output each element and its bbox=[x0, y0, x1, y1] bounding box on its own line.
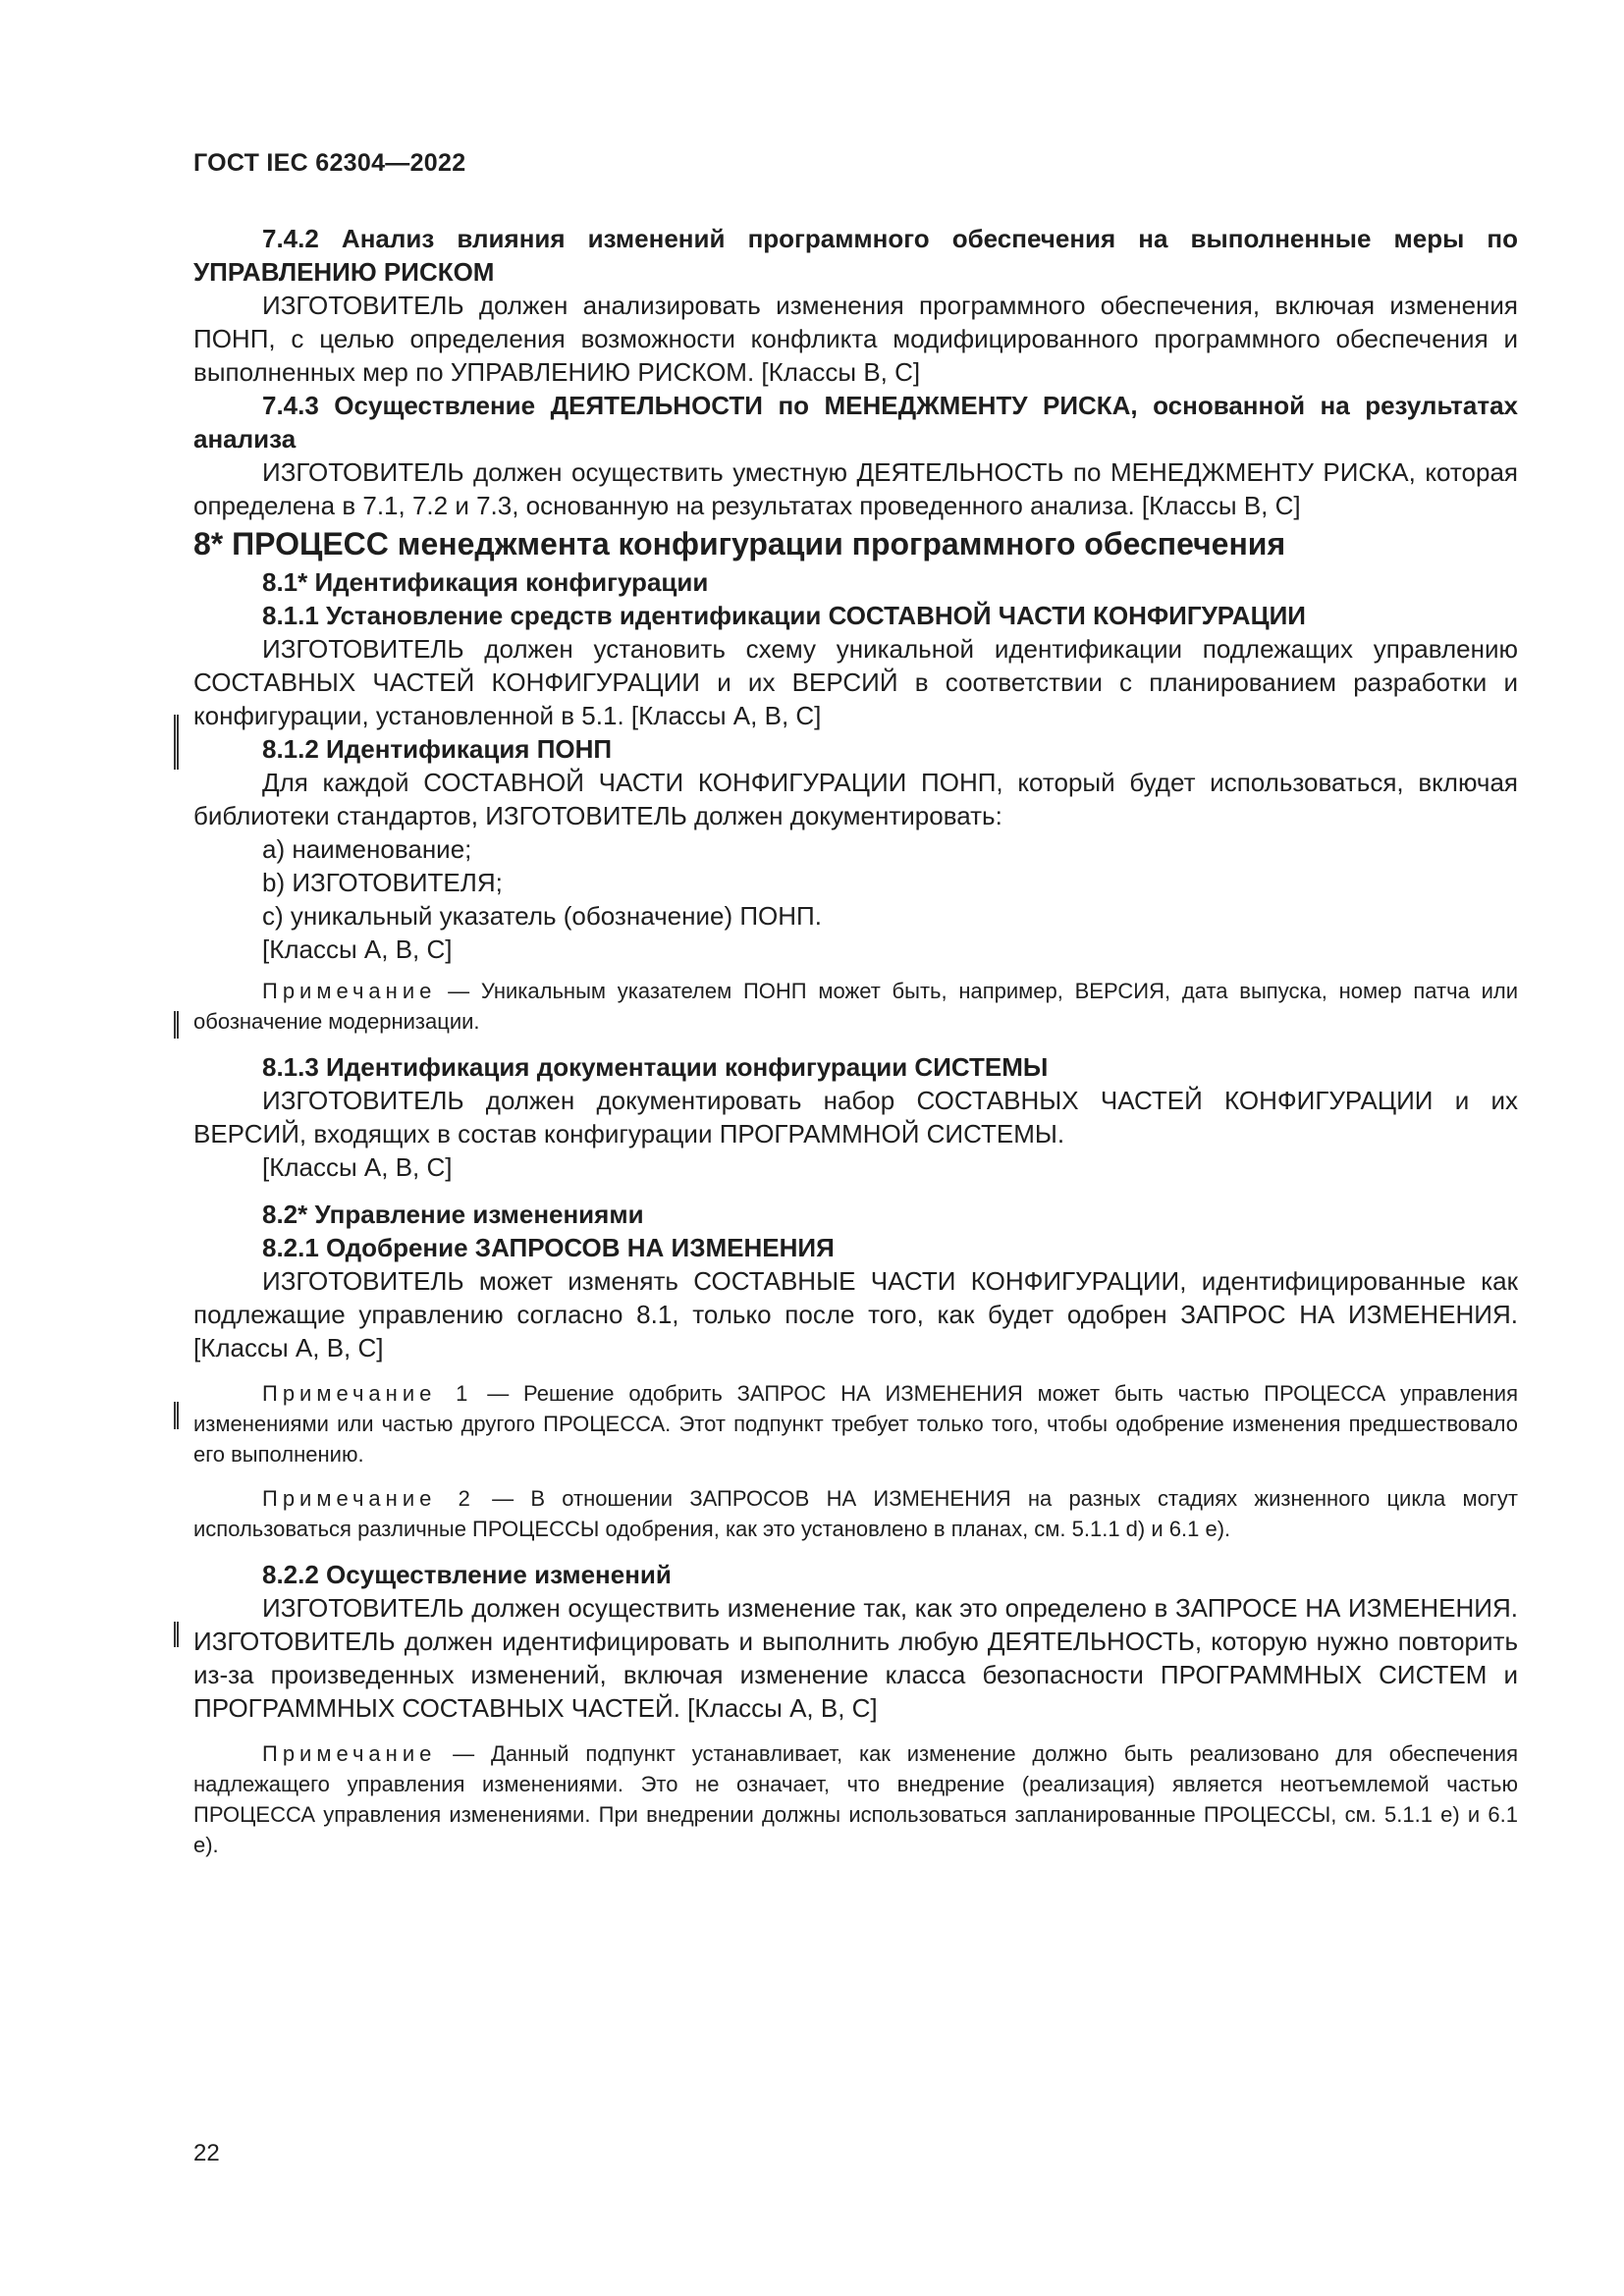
note-8-2-1-2 bbox=[193, 1483, 1518, 1544]
section-8-2-1-text: ИЗГОТОВИТЕЛЬ может изменять СОСТАВНЫЕ ЧАСТИ КОНФИГУРАЦИИ, идентифицированные как подлежащие управлению согласно 8.1, только после того, как будет одобрен ЗАПРОС НА ИЗМЕНЕНИЯ. [Классы А, В, С] bbox=[193, 1266, 1518, 1362]
section-7-4-2-title: 7.4.2 Анализ влияния изменений программного обеспечения на выполненные меры по УПРАВЛЕНИЮ РИСКОМ bbox=[193, 224, 1518, 287]
section-7-4-3-text: ИЗГОТОВИТЕЛЬ должен осуществить уместную ДЕЯТЕЛЬНОСТЬ по МЕНЕДЖМЕНТУ РИСКА, которая определена в 7.1, 7.2 и 7.3, основанную на результатах проведенного анализа. [Классы В, С] bbox=[193, 457, 1518, 520]
section-8-2-title: 8.2* Управление изменениями bbox=[262, 1200, 644, 1229]
page-body bbox=[193, 222, 1518, 1860]
section-8-1-2-title: 8.1.2 Идентификация ПОНП bbox=[262, 734, 613, 764]
section-8-2-2-title: 8.2.2 Осуществление изменений bbox=[262, 1560, 672, 1589]
section-8-1-1-text: ИЗГОТОВИТЕЛЬ должен установить схему уникальной идентификации подлежащих управлению СОСТАВНЫХ ЧАСТЕЙ КОНФИГУРАЦИИ и их ВЕРСИЙ в соответствии с планированием разработки и конфигурации, установленной в 5.1. [Классы А, В, С] bbox=[193, 634, 1518, 730]
change-marker-bar bbox=[174, 1011, 179, 1039]
note-text: — Данный подпункт устанавливает, как изменение должно быть реализовано для обеспечения надлежащего управления изменениями. Это не означает, что внедрение (реализация) является неотъемлемой частью ПРОЦЕССА управления изменениями. При внедрении должны использоваться запланированные ПРОЦЕССЫ, см. 5.1.1 е) и 6.1 е). bbox=[193, 1741, 1518, 1857]
classes-label: [Классы А, В, С] bbox=[262, 934, 453, 964]
note-text: — Решение одобрить ЗАПРОС НА ИЗМЕНЕНИЯ может быть частью ПРОЦЕССА управления изменениями или частью другого ПРОЦЕССА. Этот подпункт требует только того, чтобы одобрение изменения предшествовало его выполнению. bbox=[193, 1381, 1518, 1467]
section-7-4-3-title: 7.4.3 Осуществление ДЕЯТЕЛЬНОСТИ по МЕНЕДЖМЕНТУ РИСКА, основанной на результатах анализа bbox=[193, 391, 1518, 454]
note-8-2-1-1 bbox=[193, 1378, 1518, 1469]
note-label: Примечание 2 bbox=[262, 1486, 475, 1511]
section-8-1-3-text: ИЗГОТОВИТЕЛЬ должен документировать набор СОСТАВНЫХ ЧАСТЕЙ КОНФИГУРАЦИИ и их ВЕРСИЙ, входящих в состав конфигурации ПРОГРАММНОЙ СИСТЕМЫ. bbox=[193, 1086, 1518, 1148]
section-8-title: 8* ПРОЦЕСС менеджмента конфигурации программного обеспечения bbox=[193, 526, 1286, 561]
note-8-2-2 bbox=[193, 1738, 1518, 1860]
section-8-2-2-text: ИЗГОТОВИТЕЛЬ должен осуществить изменение так, как это определено в ЗАПРОСЕ НА ИЗМЕНЕНИЯ. ИЗГОТОВИТЕЛЬ должен идентифицировать и выполнить любую ДЕЯТЕЛЬНОСТЬ, которую нужно повторить из-за произведенных изменений, включая изменение класса безопасности ПРОГРАММНЫХ СИСТЕМ и ПРОГРАММНЫХ СОСТАВНЫХ ЧАСТЕЙ. [Классы А, В, С] bbox=[193, 1593, 1518, 1723]
section-8-1-title: 8.1* Идентификация конфигурации bbox=[262, 567, 709, 597]
list-item-c: c) уникальный указатель (обозначение) ПОНП. bbox=[262, 901, 822, 931]
section-8-1-3-classes: [Классы А, В, С] bbox=[262, 1152, 453, 1182]
list-item-b: b) ИЗГОТОВИТЕЛЯ; bbox=[262, 868, 503, 897]
list-item-a: a) наименование; bbox=[262, 834, 472, 864]
change-marker-bar bbox=[174, 1402, 179, 1429]
section-8-1-1-title: 8.1.1 Установление средств идентификации СОСТАВНОЙ ЧАСТИ КОНФИГУРАЦИИ bbox=[262, 601, 1306, 630]
note-label: Примечание 1 bbox=[262, 1381, 473, 1406]
note-text: — В отношении ЗАПРОСОВ НА ИЗМЕНЕНИЯ на разных стадиях жизненного цикла могут использоваться различные ПРОЦЕССЫ одобрения, как это установлено в планах, см. 5.1.1 d) и 6.1 е). bbox=[193, 1486, 1518, 1541]
section-8-1-3-title: 8.1.3 Идентификация документации конфигурации СИСТЕМЫ bbox=[262, 1052, 1049, 1082]
change-marker-bar bbox=[174, 715, 179, 770]
note-8-1-2 bbox=[193, 976, 1518, 1037]
section-8-1-2-text: Для каждой СОСТАВНОЙ ЧАСТИ КОНФИГУРАЦИИ ПОНП, который будет использоваться, включая библиотеки стандартов, ИЗГОТОВИТЕЛЬ должен документировать: bbox=[193, 768, 1518, 830]
document-header: ГОСТ IEC 62304—2022 bbox=[193, 149, 466, 177]
change-marker-bar bbox=[174, 1622, 179, 1647]
section-7-4-2-text: ИЗГОТОВИТЕЛЬ должен анализировать изменения программного обеспечения, включая изменения ПОНП, с целью определения возможности конфликта модифицированного программного обеспечения и выполненных мер по УПРАВЛЕНИЮ РИСКОМ. [Классы В, С] bbox=[193, 291, 1518, 387]
note-text: — Уникальным указателем ПОНП может быть, например, ВЕРСИЯ, дата выпуска, номер патча или обозначение модернизации. bbox=[193, 979, 1518, 1034]
page-number: 22 bbox=[193, 2140, 220, 2166]
section-8-2-1-title: 8.2.1 Одобрение ЗАПРОСОВ НА ИЗМЕНЕНИЯ bbox=[262, 1233, 835, 1262]
note-label: Примечание bbox=[262, 979, 437, 1003]
note-label: Примечание bbox=[262, 1741, 437, 1766]
